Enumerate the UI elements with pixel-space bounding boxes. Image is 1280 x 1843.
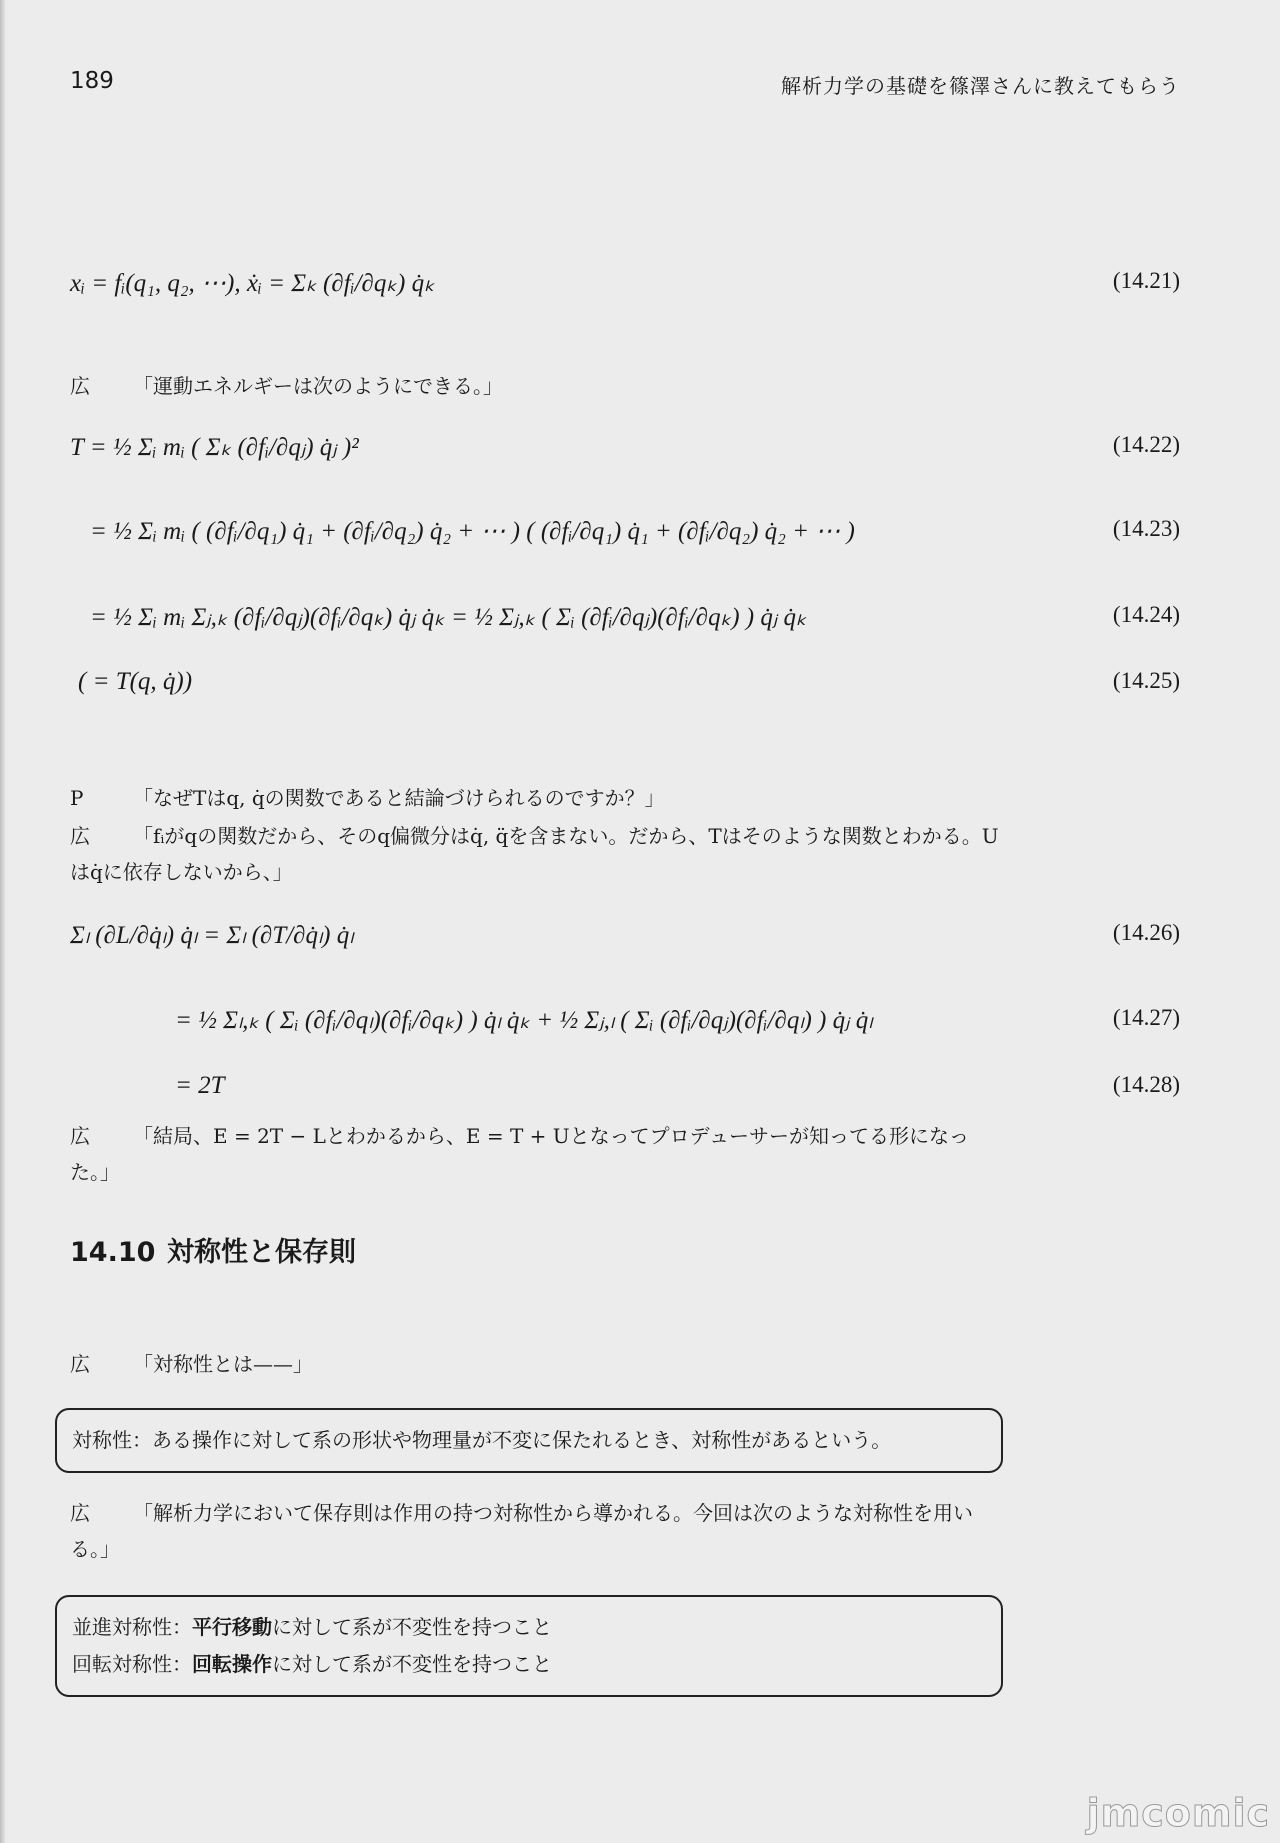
symmetry-operation: 回転操作 [192,1652,272,1676]
equation-number: (14.22) [1112,432,1180,457]
equation-14-25 [70,668,1180,696]
symmetry-line [72,1646,986,1683]
equation-text: = ½ Σᵢ mᵢ ( (∂fᵢ/∂q₁) q̇₁ + (∂fᵢ/∂q₂) q̇₂ + ⋯ ) ( (∂fᵢ/∂q₁) q̇₁ + (∂fᵢ/∂q₂) q̇₂ + ⋯ ) [90,518,855,545]
equation-14-27 [70,1005,1180,1035]
equation-text: xᵢ = fᵢ(q₁, q₂, ⋯), ẋᵢ = Σₖ (∂fᵢ/∂qₖ) q̇ₖ [70,270,435,297]
symmetry-suffix: に対して系が不変性を持つこと [272,1652,552,1676]
definition-text: 対称性：ある操作に対して系の形状や物理量が不変に保たれるとき、対称性があるという。 [72,1428,892,1452]
dialogue-line [70,780,1000,816]
dialogue-line [70,368,1000,404]
equation-number: (14.27) [1112,1005,1180,1030]
definition-box [55,1408,1003,1473]
speaker-label: 広 [70,824,90,848]
equation-number: (14.28) [1112,1072,1180,1097]
equation-text: = 2T [175,1072,225,1099]
dialogue-text: 「解析力学において保存則は作用の持つ対称性から導かれる。今回は次のような対称性を用いる。」 [70,1501,973,1561]
dialogue-text: 「結局、E = 2T − Lとわかるから、E = T + Uとなってプロデューサーが知ってる形になった。」 [70,1124,970,1184]
dialogue-text: 「fᵢがqの関数だから、そのq偏微分はq̇, q̈を含まない。だから、Tはそのような関数とわかる。Uはq̇に依存しないから、」 [70,824,999,884]
equation-number: (14.21) [1112,268,1180,293]
running-head: 解析力学の基礎を篠澤さんに教えてもらう [781,74,1180,98]
dialogue-line [70,1346,1000,1382]
speaker-label: P [70,786,84,810]
speaker-label: 広 [70,1124,90,1148]
equation-14-26 [70,920,1180,950]
scan-edge [0,0,6,1843]
symmetry-line [72,1609,986,1646]
equation-text: = ½ Σᵢ mᵢ Σⱼ,ₖ (∂fᵢ/∂qⱼ)(∂fᵢ/∂qₖ) q̇ⱼ q̇ₖ = ½ Σⱼ,ₖ ( Σᵢ (∂fᵢ/∂qⱼ)(∂fᵢ/∂qₖ) ) q̇ⱼ q̇ₖ [90,604,807,631]
dialogue-line [70,1495,1000,1567]
symmetry-suffix: に対して系が不変性を持つこと [272,1615,552,1639]
speaker-label: 広 [70,374,90,398]
dialogue-text: 「運動エネルギーは次のようにできる。」 [133,374,503,398]
dialogue-line [70,818,1000,890]
equation-number: (14.23) [1112,516,1180,541]
equation-text: T = ½ Σᵢ mᵢ ( Σₖ (∂fᵢ/∂qⱼ) q̇ⱼ )² [70,434,359,461]
equation-14-28 [70,1072,1180,1100]
equation-text: Σₗ (∂L/∂q̇ₗ) q̇ₗ = Σₗ (∂T/∂q̇ₗ) q̇ₗ [70,922,354,949]
equation-14-24 [70,602,1180,632]
equation-number: (14.25) [1112,668,1180,693]
section-heading [70,1230,356,1269]
section-title: 対称性と保存則 [167,1237,356,1268]
symmetry-prefix: 並進対称性： [72,1615,192,1639]
dialogue-text: 「対称性とは——」 [133,1352,313,1376]
symmetry-box [55,1595,1003,1697]
equation-text: ( = T(q, q̇)) [78,668,193,695]
equation-number: (14.26) [1112,920,1180,945]
equation-14-23 [70,516,1180,546]
section-number: 14.10 [70,1237,156,1268]
dialogue-text: 「なぜTはq, q̇の関数であると結論づけられるのですか？」 [133,786,665,810]
equation-text: = ½ Σₗ,ₖ ( Σᵢ (∂fᵢ/∂qₗ)(∂fᵢ/∂qₖ) ) q̇ₗ q̇ₖ + ½ Σⱼ,ₗ ( Σᵢ (∂fᵢ/∂qⱼ)(∂fᵢ/∂qₗ) ) q̇ⱼ q̇ₗ [175,1007,873,1034]
dialogue-line [70,1118,1000,1190]
symmetry-prefix: 回転対称性： [72,1652,192,1676]
page-number: 189 [70,68,114,94]
watermark-logo: jmcomic [1086,1791,1270,1835]
speaker-label: 広 [70,1501,90,1525]
speaker-label: 広 [70,1352,90,1376]
symmetry-operation: 平行移動 [192,1615,272,1639]
equation-14-22 [70,432,1180,462]
equation-14-21 [70,268,1180,298]
equation-number: (14.24) [1112,602,1180,627]
